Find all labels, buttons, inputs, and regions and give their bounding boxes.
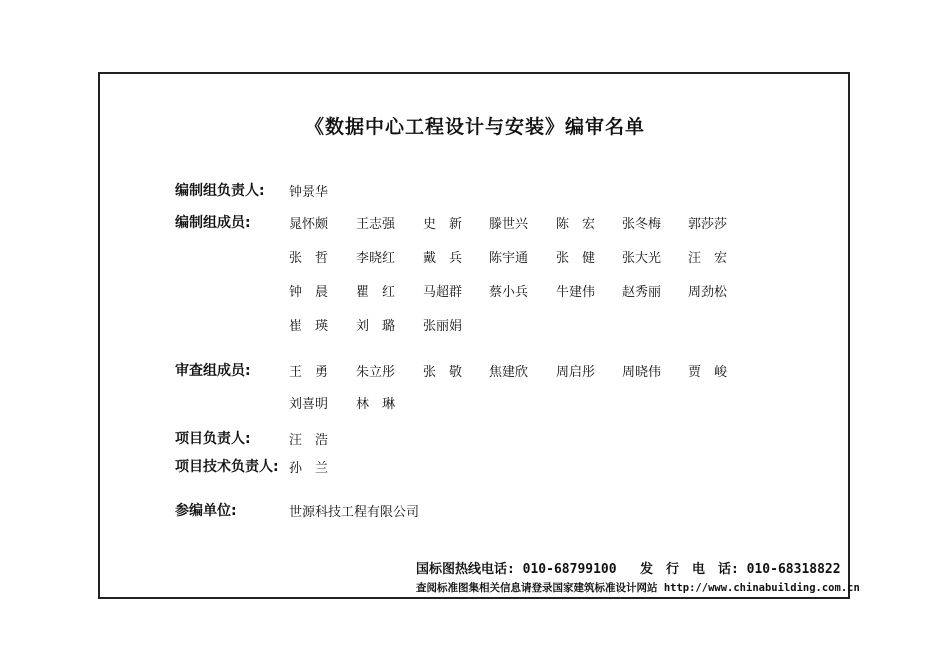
member-name: 贾 峻 [688,365,728,380]
footer-website: 查阅标准图集相关信息请登录国家建筑标准设计网站 http://www.chinabuilding.com.cn [416,582,860,594]
name-participant: 世源科技工程有限公司 [289,505,420,520]
member-name: 瞿 红 [356,285,396,300]
member-name: 林 琳 [356,397,396,412]
member-name: 牛建伟 [556,285,596,300]
member-name: 张 健 [556,251,596,266]
label-review-members: 审查组成员: [175,363,251,379]
name-tech-lead: 孙 兰 [289,461,329,476]
label-compile-lead: 编制组负责人: [175,183,265,199]
member-name: 李晓红 [356,251,396,266]
page-title: 《数据中心工程设计与安装》编审名单 [304,116,645,138]
label-compile-members: 编制组成员: [175,215,251,231]
footer-hotline: 国标图热线电话: 010-68799100 [416,562,617,577]
member-name: 陈 宏 [556,217,596,232]
footer-sales-phone: 发 行 电 话: 010-68318822 [640,562,841,577]
member-name: 晁怀颇 [289,217,329,232]
name-project-lead: 汪 浩 [289,433,329,448]
member-name: 王志强 [356,217,396,232]
member-name: 周晓伟 [622,365,662,380]
name-compile-lead: 钟景华 [289,185,329,200]
member-name: 王 勇 [289,365,329,380]
member-name: 马超群 [423,285,463,300]
member-name: 郭莎莎 [688,217,728,232]
label-participant: 参编单位: [175,503,237,519]
member-name: 张丽娟 [423,319,463,334]
member-name: 张 敬 [423,365,463,380]
member-name: 崔 瑛 [289,319,329,334]
member-name: 焦建欣 [489,365,529,380]
member-name: 张 哲 [289,251,329,266]
member-name: 周劲松 [688,285,728,300]
member-name: 刘 璐 [356,319,396,334]
member-name: 朱立彤 [356,365,396,380]
label-project-lead: 项目负责人: [175,431,251,447]
member-name: 刘喜明 [289,397,329,412]
member-name: 滕世兴 [489,217,529,232]
member-name: 陈宇通 [489,251,529,266]
member-name: 蔡小兵 [489,285,529,300]
member-name: 钟 晨 [289,285,329,300]
member-name: 史 新 [423,217,463,232]
member-name: 戴 兵 [423,251,463,266]
member-name: 张冬梅 [622,217,662,232]
member-name: 汪 宏 [688,251,728,266]
member-name: 赵秀丽 [622,285,662,300]
member-name: 周启彤 [556,365,596,380]
label-tech-lead: 项目技术负责人: [175,459,279,475]
member-name: 张大光 [622,251,662,266]
